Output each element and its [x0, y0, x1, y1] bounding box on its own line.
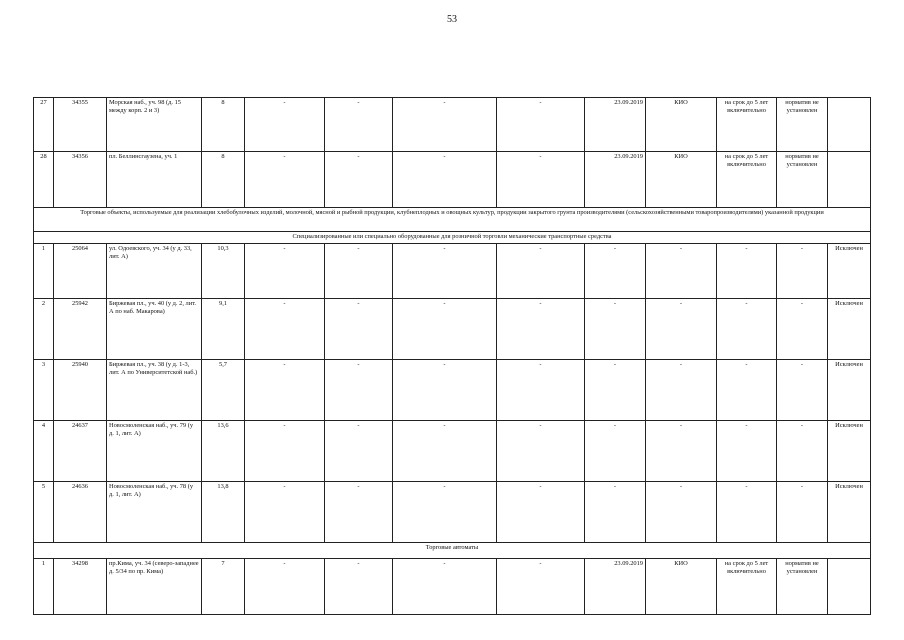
- status: [828, 98, 871, 152]
- norm: норматив не установлен: [777, 98, 828, 152]
- cell-col7: -: [393, 482, 497, 543]
- cell-col8: -: [497, 244, 585, 299]
- object-id: 34298: [54, 559, 107, 615]
- cell-col5: -: [245, 360, 325, 421]
- organization: КИО: [646, 152, 717, 208]
- object-address: пл. Беллинсгаузена, уч. 1: [107, 152, 202, 208]
- cell-col7: -: [393, 299, 497, 360]
- table-row: [34, 360, 871, 421]
- table-row: [34, 152, 871, 208]
- object-area: 10,3: [202, 244, 245, 299]
- organization: -: [646, 421, 717, 482]
- object-address: Биржевая пл., уч. 40 (у д. 2, лит. А по наб. Макарова): [107, 299, 202, 360]
- cell-col7: -: [393, 98, 497, 152]
- cell-col5: -: [245, 559, 325, 615]
- row-number: 1: [34, 559, 54, 615]
- cell-col8: -: [497, 559, 585, 615]
- term: -: [717, 244, 777, 299]
- row-number: 2: [34, 299, 54, 360]
- cell-col5: -: [245, 482, 325, 543]
- cell-col7: -: [393, 559, 497, 615]
- object-area: 7: [202, 559, 245, 615]
- object-id: 25942: [54, 299, 107, 360]
- registry-table: [33, 97, 871, 615]
- status: Исключен: [828, 421, 871, 482]
- norm: -: [777, 421, 828, 482]
- object-address: Новосмоленская наб., уч. 79 (у д. 1, лит. А): [107, 421, 202, 482]
- cell-col6: -: [325, 244, 393, 299]
- organization: -: [646, 360, 717, 421]
- row-number: 28: [34, 152, 54, 208]
- row-number: 27: [34, 98, 54, 152]
- section-header-row: [34, 208, 871, 232]
- object-address: пр.Кима, уч. 34 (северо-западнее д. 5/34 по пр. Кима): [107, 559, 202, 615]
- table-row: [34, 244, 871, 299]
- cell-col6: -: [325, 421, 393, 482]
- norm: -: [777, 244, 828, 299]
- term: -: [717, 421, 777, 482]
- organization: -: [646, 244, 717, 299]
- object-address: Морская наб., уч. 98 (д. 15 между корп. 2 и 3): [107, 98, 202, 152]
- status: Исключен: [828, 244, 871, 299]
- organization: КИО: [646, 98, 717, 152]
- table-row: [34, 98, 871, 152]
- object-id: 34355: [54, 98, 107, 152]
- decision-date: -: [585, 482, 646, 543]
- status: [828, 152, 871, 208]
- object-address: Новосмоленская наб., уч. 78 (у д. 1, лит. А): [107, 482, 202, 543]
- term: на срок до 5 лет включительно: [717, 98, 777, 152]
- term: -: [717, 482, 777, 543]
- decision-date: 23.09.2019: [585, 152, 646, 208]
- status: Исключен: [828, 482, 871, 543]
- cell-col6: -: [325, 559, 393, 615]
- section-title-vehicles: Специализированные или специально оборудованные для розничной торговли механические транспортные средства: [34, 232, 871, 244]
- object-area: 5,7: [202, 360, 245, 421]
- cell-col8: -: [497, 98, 585, 152]
- organization: КИО: [646, 559, 717, 615]
- object-area: 13,8: [202, 482, 245, 543]
- object-id: 25064: [54, 244, 107, 299]
- object-id: 24637: [54, 421, 107, 482]
- decision-date: -: [585, 244, 646, 299]
- table-row: [34, 299, 871, 360]
- row-number: 5: [34, 482, 54, 543]
- status: Исключен: [828, 360, 871, 421]
- object-id: 25940: [54, 360, 107, 421]
- object-address: ул. Одоевского, уч. 34 (у д. 33, лит. А): [107, 244, 202, 299]
- object-id: 24636: [54, 482, 107, 543]
- cell-col8: -: [497, 152, 585, 208]
- cell-col8: -: [497, 360, 585, 421]
- row-number: 1: [34, 244, 54, 299]
- decision-date: -: [585, 299, 646, 360]
- object-address: Биржевая пл., уч. 38 (у д. 1-3, лит. А по Университетской наб.): [107, 360, 202, 421]
- status: Исключен: [828, 299, 871, 360]
- cell-col6: -: [325, 299, 393, 360]
- section-header-row: [34, 232, 871, 244]
- cell-col5: -: [245, 98, 325, 152]
- decision-date: 23.09.2019: [585, 98, 646, 152]
- norm: норматив не установлен: [777, 152, 828, 208]
- term: -: [717, 299, 777, 360]
- cell-col8: -: [497, 482, 585, 543]
- term: на срок до 5 лет включительно: [717, 152, 777, 208]
- norm: норматив не установлен: [777, 559, 828, 615]
- cell-col5: -: [245, 421, 325, 482]
- cell-col8: -: [497, 421, 585, 482]
- object-area: 13,6: [202, 421, 245, 482]
- object-area: 8: [202, 152, 245, 208]
- cell-col6: -: [325, 482, 393, 543]
- object-area: 9,1: [202, 299, 245, 360]
- cell-col5: -: [245, 299, 325, 360]
- term: на срок до 5 лет включительно: [717, 559, 777, 615]
- table-row: [34, 559, 871, 615]
- cell-col7: -: [393, 152, 497, 208]
- cell-col7: -: [393, 244, 497, 299]
- row-number: 3: [34, 360, 54, 421]
- object-id: 34356: [54, 152, 107, 208]
- status: [828, 559, 871, 615]
- decision-date: -: [585, 421, 646, 482]
- decision-date: -: [585, 360, 646, 421]
- cell-col5: -: [245, 152, 325, 208]
- term: -: [717, 360, 777, 421]
- norm: -: [777, 482, 828, 543]
- organization: -: [646, 299, 717, 360]
- norm: -: [777, 360, 828, 421]
- table-row: [34, 482, 871, 543]
- cell-col8: -: [497, 299, 585, 360]
- row-number: 4: [34, 421, 54, 482]
- section-title-bakery: Торговые объекты, используемые для реализации хлебобулочных изделий, молочной, мясной и рыбной продукции, клубнеплодных и овощных культур, продукции закрытого грунта производителями (сельскохозяйственными товаропроизводителями) указанной продукции: [34, 208, 871, 232]
- cell-col6: -: [325, 152, 393, 208]
- organization: -: [646, 482, 717, 543]
- cell-col7: -: [393, 360, 497, 421]
- page-number: 53: [447, 14, 457, 25]
- cell-col5: -: [245, 244, 325, 299]
- cell-col7: -: [393, 421, 497, 482]
- section-title-machines: Торговые автоматы: [34, 543, 871, 559]
- cell-col6: -: [325, 360, 393, 421]
- section-header-row: [34, 543, 871, 559]
- decision-date: 23.09.2019: [585, 559, 646, 615]
- norm: -: [777, 299, 828, 360]
- object-area: 8: [202, 98, 245, 152]
- table-row: [34, 421, 871, 482]
- cell-col6: -: [325, 98, 393, 152]
